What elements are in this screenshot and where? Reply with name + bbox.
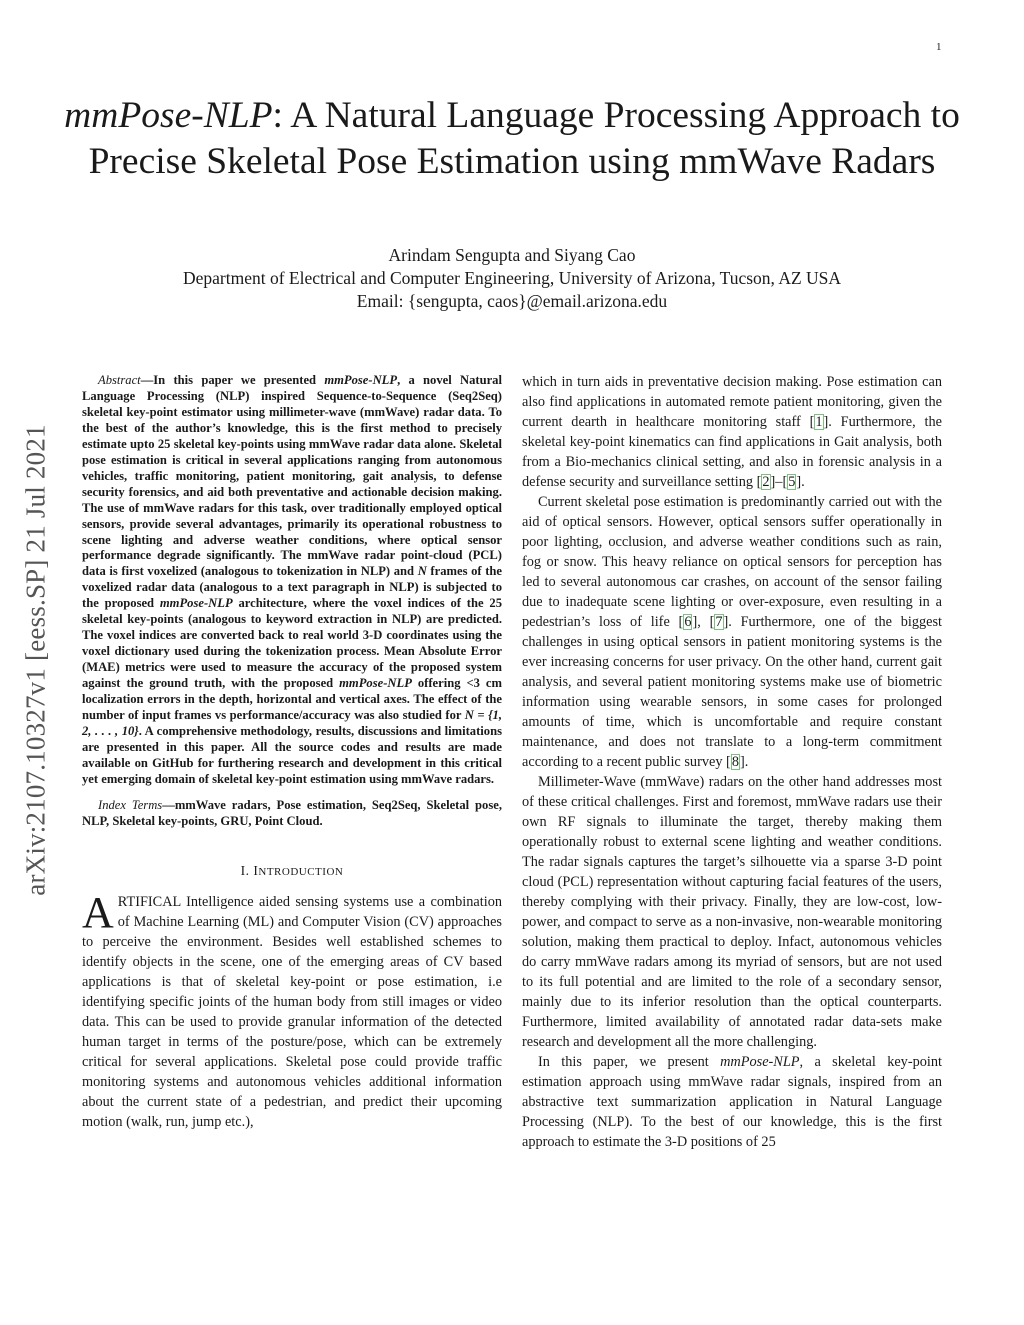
right-column	[522, 372, 942, 1152]
abstract-text: . A comprehensive methodology, results, discussions and limitations are presented in this paper. All the source codes and results are made available on GitHub for furthering research and development in this critical yet emerging domain of skeletal key-point estimation using mmWave radars.	[82, 723, 502, 786]
abstract	[82, 373, 502, 788]
abstract-method-name: mmPose-NLP	[159, 596, 233, 611]
citation-link[interactable]: 5	[788, 474, 796, 490]
index-terms-label: Index Terms	[98, 797, 163, 812]
paragraph-contribution	[522, 1052, 942, 1152]
index-terms-text: —mmWave radars, Pose estimation, Seq2Seq, Skeletal pose, NLP, Skeletal key-points, GRU, Point Cloud.	[82, 797, 502, 828]
paragraph-text: ]–[	[770, 474, 788, 490]
citation-link[interactable]: 8	[731, 754, 739, 770]
citation-link[interactable]: 2	[762, 474, 770, 490]
paragraph-mmwave: Millimeter-Wave (mmWave) radars on the other hand addresses most of these critical challenges. First and foremost, mmWave radars use their own RF signals to illuminate the target, thereby making them operationally robust to external scene lighting and weather conditions. The radar signals captures the target’s silhouette via a sparse 3-D point cloud (PCL) representation without capturing facial features of the users, thereby complying with their privacy. Finally, they are low-cost, low-power, and compact to serve as a non-invasive, non-wearable monitoring solution, making them practical to deploy. Infact, autonomous vehicles do carry mmWave radars among its myriad of sensors, but are not used to its full potential and are limited to the role of a secondary sensor, mainly due to its inferior resolution than the optical counterparts. Furthermore, limited availability of annotated radar data-sets make research and development all the more challenging.	[522, 774, 942, 1050]
affiliation: Department of Electrical and Computer Engineering, University of Arizona, Tucson, AZ USA	[182, 268, 842, 288]
abstract-text: architecture, where the voxel indices of the 25 skeletal key-points (analogous to keyword extraction in NLP) are predicted. The voxel indices are converted back to real world 3-D coordinates using the voxel dictionary used during the tokenization process. Mean Absolute Error (MAE) metrics were used to measure the accuracy of the proposed system against the ground truth, with the proposed	[82, 596, 502, 691]
abstract-text: offering <3 cm localization errors in the depth, horizontal and vertical axes. The effect of the number of input frames vs performance/accuracy was also studied for	[82, 676, 502, 723]
paragraph-text: which in turn aids in preventative decision making. Pose estimation can also find applications in automated remote patient monitoring, given the current dearth in healthcare monitoring staff [	[522, 374, 942, 430]
drop-cap: A	[82, 887, 114, 937]
paragraph-text: ].	[796, 474, 805, 490]
citation-link[interactable]: 7	[715, 614, 723, 630]
title-rest: : A Natural Language Processing Approach to Precise Skeletal Pose Estimation using mmWave Radars	[88, 95, 960, 182]
index-terms	[82, 797, 502, 829]
abstract-text: frames of the voxelized radar data (analogous to a text paragraph in NLP) is subjected to the proposed	[82, 564, 502, 611]
section-heading-introduction	[82, 863, 502, 879]
citation-link[interactable]: 1	[815, 414, 823, 430]
left-column	[82, 373, 502, 1132]
authors: Arindam Sengupta and Siyang Cao	[388, 245, 636, 265]
paragraph-text: , a skeletal key-point estimation approach using mmWave radar signals, inspired from an abstractive text summarization application in Natural Language Processing (NLP). To the best of our knowledge, this is the first approach to estimate the 3-D positions of 25	[522, 1054, 942, 1150]
paragraph-text: ], [	[692, 614, 715, 630]
section-numeral: I. I	[240, 862, 259, 878]
paragraph-text: Current skeletal pose estimation is predominantly carried out with the aid of optical sensors. However, optical sensors suffer operationally in poor lighting, occlusion, and adverse weather conditions such as rain, fog or snow. This heavy reliance on optical sensors for perception has led to several autonomous car crashes, on account of the sensor failing due to inadequate scene lighting or over-exposure, even resulting in a pedestrian’s loss of life [	[522, 494, 942, 630]
intro-text: RTIFICAL Intelligence aided sensing systems use a combination of Machine Learning (ML) and Computer Vision (CV) approaches to perceive the environment. Besides well established schemes to identify objects in the scene, one of the emerging areas of CV based applications is that of skeletal key-point or pose estimation, i.e identifying specific joints of the human body from still images or video data. This can be used to provide granular information of the detected human target in terms of the posture/pose, which can be extremely critical for several applications. Skeletal pose could provide traffic monitoring systems and autonomous vehicles additional information about the current state of a pedestrian, and predict their upcoming motion (walk, run, jump etc.),	[82, 893, 502, 1130]
intro-paragraph	[82, 887, 502, 1132]
paragraph-continuation	[522, 372, 942, 492]
paragraph-optical-sensors	[522, 492, 942, 772]
arxiv-identifier[interactable]: arXiv:2107.10327v1 [eess.SP] 21 Jul 2021	[20, 424, 51, 896]
abstract-method-name: mmPose-NLP	[324, 373, 398, 387]
abstract-text: —In this paper we presented	[140, 373, 325, 387]
method-name: mmPose-NLP	[720, 1054, 800, 1070]
paper-title	[60, 93, 964, 185]
abstract-label: Abstract	[98, 373, 141, 387]
section-title: NTRODUCTION	[258, 865, 344, 878]
abstract-text: , a novel Natural Language Processing (NLP) inspired Sequence-to-Sequence (Seq2Seq) skeletal key-point estimator using millimeter-wave (mmWave) radar data. To the best of the author’s knowledge, this is the first method to precisely estimate upto 25 skeletal key-points using mmWave radar data alone. Skeletal pose estimation is critical in several applications ranging from autonomous vehicles, traffic monitoring, patient monitoring, gait analysis, to defense security forensics, and aid both preventative and actionable decision making. The use of mmWave radars for this task, over traditionally employed optical sensors, provide several advantages, primarily its operational robustness to scene lighting and adverse weather conditions, where optical sensor performance degrade significantly. The mmWave radar point-cloud (PCL) data is first voxelized (analogous to tokenization in NLP) and	[82, 373, 502, 579]
paragraph-text: In this paper, we present	[538, 1054, 721, 1070]
abstract-method-name: mmPose-NLP	[339, 676, 412, 691]
paragraph-text: ]. Furthermore, the skeletal key-point kinematics can find applications in Gait analysis, both from a Bio-mechanics clinical setting, and also in forensic analysis in a defense security and surveillance setting [	[522, 414, 942, 490]
email[interactable]: Email: {sengupta, caos}@email.arizona.edu	[356, 291, 668, 311]
citation-link[interactable]: 6	[684, 614, 692, 630]
paragraph-text: ]. Furthermore, one of the biggest challenges in using optical sensors in patient monitoring systems is the ever increasing concerns for user privacy. On the other hand, current gait analysis, and several patient monitoring systems make use of biometric information using wearable sensors, in some cases for prolonged amounts of time, which is uncomfortable and require constant maintenance, and does not translate to a long-term commitment according to a recent public survey [	[522, 614, 943, 770]
title-method-name: mmPose-NLP	[64, 95, 273, 136]
page-number: 1	[936, 41, 942, 53]
abstract-variable: N	[417, 564, 427, 579]
paragraph-text: ].	[739, 754, 749, 770]
abstract-math: N = {1, 2, . . . , 10}	[82, 708, 502, 738]
